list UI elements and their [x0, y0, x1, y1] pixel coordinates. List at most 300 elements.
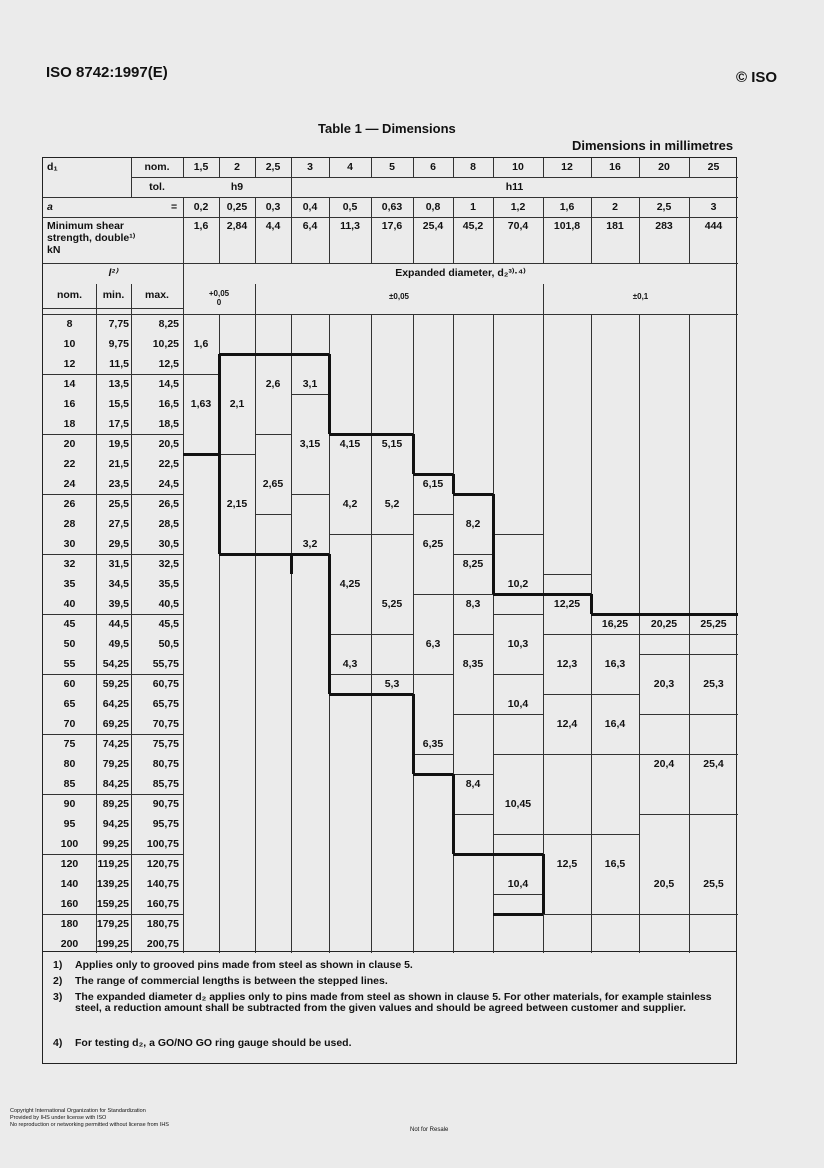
grid-line: [43, 494, 183, 495]
length-nom: 35: [63, 578, 76, 590]
tol-label: tol.: [149, 181, 165, 193]
footnote-text: For testing d₂, a GO/NO GO ring gauge should be used.: [75, 1037, 352, 1049]
length-min: 84,25: [102, 778, 129, 790]
length-max: 45,5: [158, 618, 179, 630]
d1-value: 20: [658, 161, 670, 173]
col-max: max.: [145, 289, 169, 301]
length-max: 60,75: [152, 678, 179, 690]
grid-line: [493, 534, 543, 535]
step-line: [542, 854, 545, 914]
grid-line: [543, 574, 591, 575]
license-line: Provided by IHS under license with ISO: [10, 1115, 107, 1121]
expanded-diameter-value: 6,25: [422, 538, 444, 550]
expanded-diameter-value: 10,4: [507, 698, 529, 710]
length-min: 179,25: [96, 918, 129, 930]
length-max: 160,75: [146, 898, 179, 910]
step-line: [543, 593, 591, 596]
length-min: 17,5: [108, 418, 129, 430]
expanded-diameter-value: 16,4: [604, 718, 626, 730]
a-value: 0,4: [302, 201, 318, 213]
footnote-number: 2): [53, 975, 63, 987]
step-line: [492, 494, 495, 594]
length-nom: 32: [63, 558, 76, 570]
length-nom: 80: [63, 758, 76, 770]
grid-line: [689, 634, 738, 635]
grid-line: [43, 734, 183, 735]
expanded-diameter-value: 6,35: [422, 738, 444, 750]
length-max: 32,5: [158, 558, 179, 570]
length-max: 18,5: [158, 418, 179, 430]
grid-line: [43, 554, 183, 555]
length-min: 79,25: [102, 758, 129, 770]
length-min: 19,5: [108, 438, 129, 450]
footnote: [53, 1038, 729, 1049]
grid-line: [291, 494, 329, 495]
grid-line: [413, 674, 453, 675]
expanded-diameter-value: 20,5: [653, 878, 675, 890]
grid-line: [255, 434, 291, 435]
expanded-diameter-value: 2,6: [265, 378, 281, 390]
footnote-text: The range of commercial lengths is between the stepped lines.: [75, 975, 388, 987]
expanded-diameter-value: 5,2: [384, 498, 400, 510]
grid-line: [43, 374, 183, 375]
expanded-diameter-value: 8,2: [465, 518, 481, 530]
grid-line: [255, 514, 291, 515]
length-max: 35,5: [158, 578, 179, 590]
grid-line: [453, 814, 493, 815]
grid-line: [493, 314, 494, 953]
length-nom: 70: [63, 718, 76, 730]
grid-line: [183, 374, 219, 375]
length-min: 89,25: [102, 798, 129, 810]
expanded-diameter-value: 1,63: [190, 398, 212, 410]
tol-h9: h9: [230, 181, 244, 193]
grid-line: [43, 434, 183, 435]
expanded-diameter-value: 25,25: [700, 618, 727, 630]
step-line: [328, 554, 331, 694]
a-value: 0,3: [265, 201, 281, 213]
length-nom: 200: [60, 938, 79, 950]
expanded-diameter-value: 10,3: [507, 638, 529, 650]
length-max: 85,75: [152, 778, 179, 790]
a-value: 0,8: [425, 201, 441, 213]
step-line: [493, 593, 543, 596]
grid-line: [371, 674, 413, 675]
length-min: 31,5: [108, 558, 129, 570]
step-line: [218, 354, 221, 454]
length-nom: 45: [63, 618, 76, 630]
grid-line: [255, 314, 256, 953]
footnote: [53, 960, 729, 971]
step-line: [590, 594, 593, 614]
expanded-diameter-value: 3,1: [302, 378, 318, 390]
step-line: [219, 353, 329, 356]
length-min: 27,5: [108, 518, 129, 530]
grid-line: [493, 674, 543, 675]
length-nom: 50: [63, 638, 76, 650]
expanded-diameter-value: 4,25: [339, 578, 361, 590]
step-line: [412, 694, 415, 774]
grid-line: [543, 914, 591, 915]
expanded-diameter-value: 6,3: [425, 638, 441, 650]
d1-value: 2: [234, 161, 240, 173]
d1-value: 12: [561, 161, 573, 173]
length-nom: 20: [63, 438, 76, 450]
length-nom: 24: [63, 478, 76, 490]
length-nom: 140: [60, 878, 79, 890]
step-line: [412, 434, 415, 474]
length-nom: 160: [60, 898, 79, 910]
length-nom: 18: [63, 418, 76, 430]
grid-line: [591, 694, 639, 695]
d1-value: 6: [430, 161, 436, 173]
l-label: l²⁾: [108, 267, 118, 279]
expanded-diameter-value: 10,2: [507, 578, 529, 590]
expanded-diameter-value: 20,4: [653, 758, 675, 770]
length-nom: 55: [63, 658, 76, 670]
not-for-resale: Not for Resale: [410, 1127, 449, 1133]
expanded-diameter-value: 8,25: [462, 558, 484, 570]
grid-line: [371, 634, 413, 635]
length-nom: 85: [63, 778, 76, 790]
expanded-diameter-label: Expanded diameter, d₂³⁾·⁴⁾: [395, 267, 526, 279]
expanded-diameter-value: 20,3: [653, 678, 675, 690]
expanded-diameter-value: 20,25: [650, 618, 678, 630]
expanded-diameter-value: 10,45: [504, 798, 532, 810]
length-min: 44,5: [108, 618, 129, 630]
footnote-number: 1): [53, 959, 63, 971]
footnote: [53, 976, 729, 987]
grid-line: [689, 654, 738, 655]
grid-line: [43, 263, 738, 264]
d1-value: 16: [609, 161, 621, 173]
length-min: 13,5: [108, 378, 129, 390]
expanded-diameter-value: 4,15: [339, 438, 361, 450]
length-min: 69,25: [102, 718, 129, 730]
length-min: 99,25: [102, 838, 129, 850]
grid-line: [493, 714, 543, 715]
d1-value: 10: [512, 161, 524, 173]
shear-value: 11,3: [340, 220, 360, 232]
grid-line: [413, 754, 453, 755]
grid-line: [329, 634, 371, 635]
length-min: 119,25: [97, 858, 129, 870]
expanded-diameter-value: 16,5: [604, 858, 626, 870]
grid-line: [591, 634, 639, 635]
shear-value: 444: [704, 220, 723, 232]
expanded-diameter-value: 8,35: [462, 658, 484, 670]
length-max: 80,75: [152, 758, 179, 770]
standard-number: ISO 8742:1997(E): [46, 64, 168, 81]
expanded-diameter-value: 25,4: [703, 758, 724, 770]
expanded-diameter-value: 12,25: [553, 598, 581, 610]
step-line: [453, 853, 543, 856]
shear-value: 2,84: [226, 220, 248, 232]
grid-line: [639, 754, 689, 755]
length-max: 20,5: [158, 438, 179, 450]
grid-line: [413, 594, 453, 595]
length-min: 15,5: [108, 398, 129, 410]
step-line: [493, 913, 543, 916]
length-min: 74,25: [102, 738, 129, 750]
expanded-diameter-value: 6,15: [422, 478, 444, 490]
length-nom: 8: [66, 318, 73, 330]
grid-line: [543, 754, 591, 755]
shear-value: 283: [655, 220, 673, 232]
d1-value: 25: [707, 161, 720, 173]
length-nom: 14: [63, 378, 76, 390]
length-max: 100,75: [146, 838, 179, 850]
grid-line: [43, 314, 738, 315]
col-nom: nom.: [56, 289, 83, 301]
step-line: [291, 553, 329, 556]
a-equals: =: [171, 201, 178, 213]
tol-a2: 0: [216, 298, 222, 307]
length-max: 75,75: [152, 738, 179, 750]
d1-value: 5: [389, 161, 395, 173]
shear-value: 25,4: [422, 220, 444, 232]
grid-line: [371, 534, 413, 535]
length-min: 9,75: [108, 338, 129, 350]
shear-value: 17,6: [381, 220, 403, 232]
shear-value: 4,4: [265, 220, 281, 232]
expanded-diameter-value: 16,25: [601, 618, 629, 630]
length-nom: 16: [63, 398, 76, 410]
length-max: 180,75: [146, 918, 179, 930]
shear-value: 1,6: [193, 220, 209, 232]
grid-line: [639, 814, 689, 815]
a-value: 0,5: [342, 201, 358, 213]
length-max: 22,5: [158, 458, 179, 470]
a-label: a: [47, 201, 53, 213]
table-title: Table 1 — Dimensions: [318, 121, 456, 136]
grid-line: [639, 654, 689, 655]
length-nom: 65: [63, 698, 76, 710]
length-max: 12,5: [158, 358, 179, 370]
grid-line: [43, 614, 183, 615]
length-nom: 60: [63, 678, 76, 690]
grid-line: [493, 834, 543, 835]
expanded-diameter-value: 25,3: [703, 678, 724, 690]
iso-logo: © ISO: [736, 69, 778, 86]
grid-line: [131, 177, 738, 178]
grid-line: [453, 774, 493, 775]
shear-label: Minimum shear: [47, 220, 125, 232]
expanded-diameter-value: 12,3: [556, 658, 578, 670]
step-line: [329, 433, 413, 436]
a-value: 2,5: [656, 201, 672, 213]
length-nom: 12: [63, 358, 76, 370]
grid-line: [493, 754, 543, 755]
grid-line: [543, 694, 591, 695]
step-line: [218, 454, 221, 554]
shear-value: 101,8: [553, 220, 581, 232]
length-nom: 100: [60, 838, 79, 850]
footnote-text: Applies only to grooved pins made from steel as shown in clause 5.: [75, 959, 413, 971]
grid-line: [219, 454, 255, 455]
grid-line: [291, 314, 292, 953]
step-line: [413, 473, 453, 476]
expanded-diameter-value: 8,4: [465, 778, 481, 790]
step-line: [329, 693, 413, 696]
grid-line: [639, 714, 689, 715]
units-note: Dimensions in millimetres: [572, 138, 734, 153]
shear-label: kN: [47, 244, 61, 256]
grid-line: [639, 914, 689, 915]
tol-h11: h11: [505, 181, 524, 193]
grid-line: [493, 614, 543, 615]
d1-label: d₁: [47, 161, 58, 173]
shear-value: 6,4: [302, 220, 318, 232]
grid-line: [543, 834, 591, 835]
grid-line: [291, 394, 329, 395]
length-max: 90,75: [152, 798, 179, 810]
expanded-diameter-value: 16,3: [604, 658, 626, 670]
length-max: 65,75: [152, 698, 179, 710]
length-min: 7,75: [108, 318, 129, 330]
grid-line: [43, 217, 738, 218]
length-min: 23,5: [108, 478, 129, 490]
length-nom: 95: [63, 818, 76, 830]
grid-line: [591, 914, 639, 915]
length-max: 30,5: [158, 538, 179, 550]
a-value: 0,25: [226, 201, 248, 213]
length-max: 95,75: [152, 818, 179, 830]
a-value: 1,2: [510, 201, 526, 213]
grid-line: [413, 514, 453, 515]
a-value: 3: [710, 201, 717, 213]
length-min: 49,5: [108, 638, 129, 650]
step-line: [183, 453, 219, 456]
d1-value: 2,5: [265, 161, 281, 173]
expanded-diameter-value: 5,15: [381, 438, 403, 450]
length-max: 8,25: [158, 318, 179, 330]
length-max: 40,5: [158, 598, 179, 610]
grid-line: [689, 914, 738, 915]
grid-line: [453, 634, 493, 635]
length-max: 24,5: [158, 478, 179, 490]
expanded-diameter-value: 2,15: [226, 498, 248, 510]
length-min: 11,5: [109, 358, 129, 370]
grid-line: [329, 534, 371, 535]
d1-value: 4: [347, 161, 353, 173]
expanded-diameter-value: 3,2: [302, 538, 318, 550]
length-max: 70,75: [152, 718, 179, 730]
d1-value: 3: [307, 161, 313, 173]
a-value: 1: [470, 201, 476, 213]
a-value: 0,2: [193, 201, 209, 213]
grid-line: [543, 634, 591, 635]
length-min: 64,25: [102, 698, 129, 710]
grid-line: [591, 754, 639, 755]
length-min: 59,25: [102, 678, 129, 690]
a-value: 1,6: [559, 201, 575, 213]
expanded-diameter-value: 4,2: [342, 498, 358, 510]
grid-line: [689, 814, 738, 815]
length-max: 28,5: [158, 518, 179, 530]
copyright-line: Copyright International Organization for Standardization: [10, 1108, 146, 1114]
grid-line: [43, 308, 183, 309]
length-nom: 120: [60, 858, 79, 870]
footnote-number: 3): [53, 991, 63, 1003]
expanded-diameter-value: 4,3: [342, 658, 358, 670]
length-max: 26,5: [158, 498, 179, 510]
nom-label: nom.: [144, 161, 170, 173]
reproduction-line: No reproduction or networking permitted without license from IHS: [10, 1122, 169, 1128]
dimensions-table: [42, 157, 737, 952]
grid-line: [453, 714, 493, 715]
length-min: 34,5: [108, 578, 129, 590]
length-nom: 180: [60, 918, 79, 930]
length-min: 94,25: [102, 818, 129, 830]
step-line: [453, 493, 493, 496]
expanded-diameter-value: 5,3: [384, 678, 400, 690]
expanded-diameter-value: 25,5: [703, 878, 724, 890]
shear-value: 181: [606, 220, 624, 232]
grid-line: [413, 314, 414, 953]
expanded-diameter-value: 10,4: [507, 878, 529, 890]
a-value: 2: [612, 201, 618, 213]
footnote: [53, 992, 729, 1014]
length-nom: 10: [63, 338, 76, 350]
length-max: 140,75: [146, 878, 179, 890]
length-nom: 22: [63, 458, 76, 470]
grid-line: [493, 894, 543, 895]
tol-c: ±0,1: [632, 292, 649, 301]
length-max: 14,5: [158, 378, 179, 390]
step-line: [452, 774, 455, 854]
length-nom: 28: [63, 518, 76, 530]
shear-value: 45,2: [462, 220, 484, 232]
footnote-text: The expanded diameter d₂ applies only to pins made from steel as shown in clause 5. For other materials, for example stainless steel, a reduction amount shall be subtracted from the given values and should be agreed between customer and supplier.: [75, 991, 712, 1014]
grid-line: [453, 594, 493, 595]
grid-line: [183, 263, 184, 953]
expanded-diameter-value: 12,4: [556, 718, 578, 730]
grid-line: [43, 854, 183, 855]
length-max: 16,5: [158, 398, 179, 410]
step-line: [290, 554, 293, 574]
expanded-diameter-value: 12,5: [556, 858, 578, 870]
step-line: [328, 354, 331, 434]
length-min: 199,25: [96, 938, 129, 950]
length-min: 54,25: [102, 658, 129, 670]
expanded-diameter-value: 5,25: [381, 598, 403, 610]
length-min: 29,5: [108, 538, 129, 550]
length-nom: 75: [63, 738, 76, 750]
shear-value: 70,4: [507, 220, 529, 232]
footnote-number: 4): [53, 1037, 63, 1049]
shear-label: strength, double¹⁾: [47, 232, 136, 244]
length-min: 25,5: [108, 498, 129, 510]
grid-line: [43, 197, 738, 198]
tol-a: +0,05: [208, 289, 230, 298]
expanded-diameter-value: 8,3: [465, 598, 481, 610]
length-nom: 26: [63, 498, 76, 510]
step-line: [413, 773, 453, 776]
step-line: [219, 553, 291, 556]
grid-line: [591, 834, 639, 835]
expanded-diameter-value: 1,6: [193, 338, 209, 350]
d1-value: 1,5: [193, 161, 209, 173]
grid-line: [43, 794, 183, 795]
length-max: 200,75: [146, 938, 179, 950]
a-value: 0,63: [381, 201, 403, 213]
step-line: [591, 613, 738, 616]
length-max: 10,25: [152, 338, 179, 350]
grid-line: [43, 914, 183, 915]
length-max: 55,75: [152, 658, 179, 670]
length-min: 21,5: [108, 458, 129, 470]
